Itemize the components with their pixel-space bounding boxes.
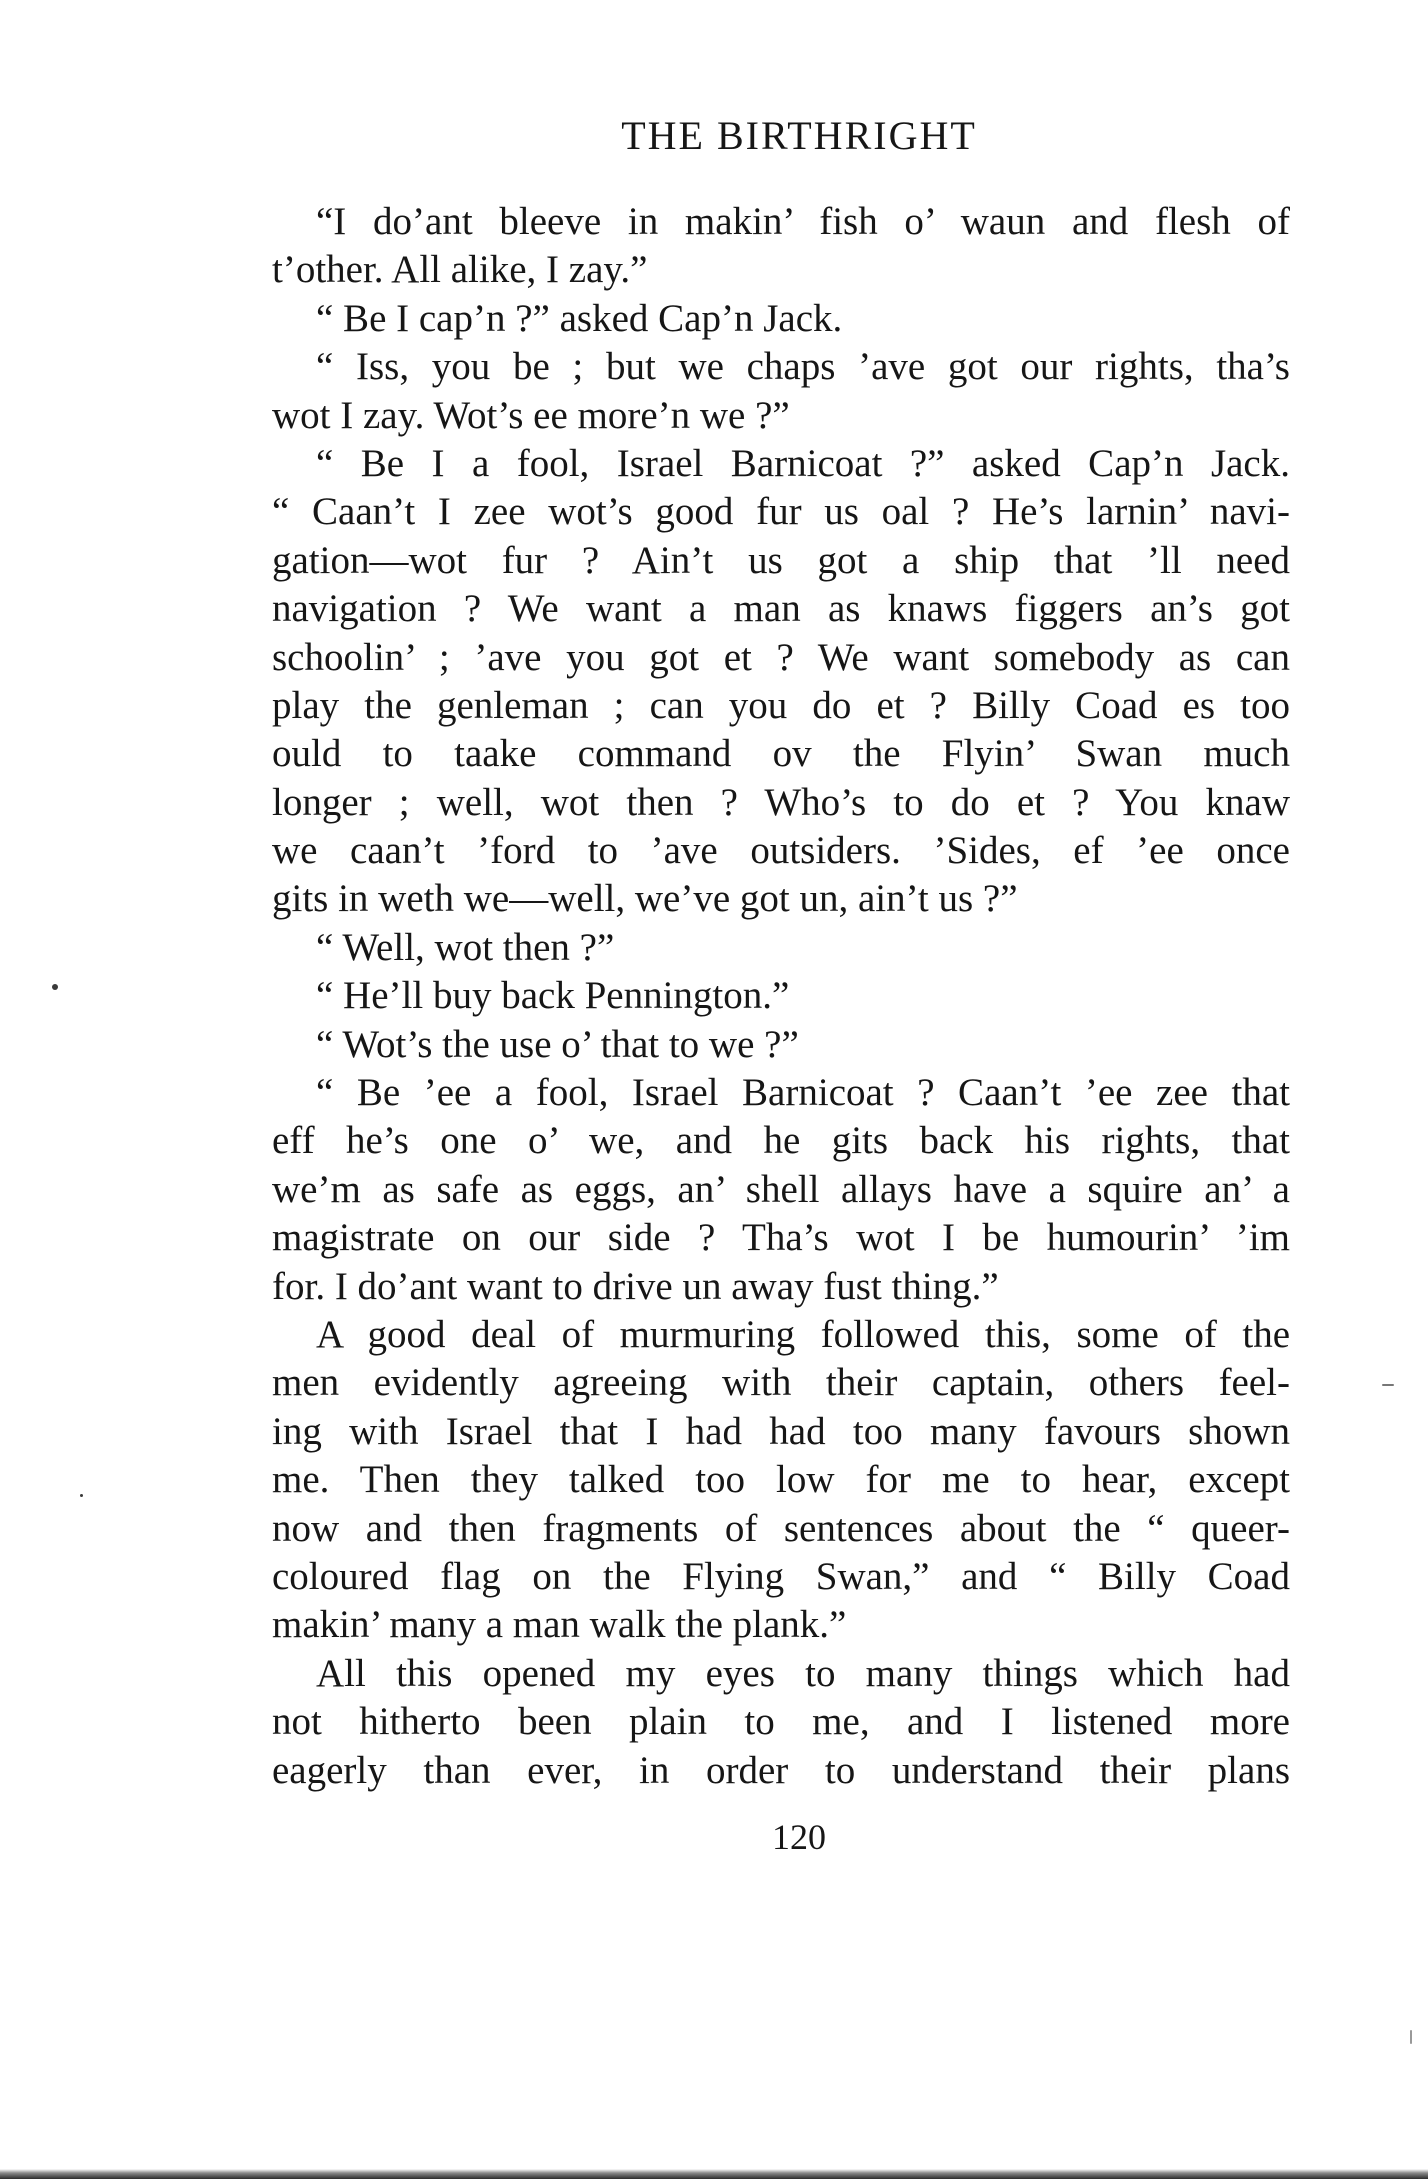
text-line: ing with Israel that I had had too many favours shown <box>272 1409 1290 1453</box>
running-head: THE BIRTHRIGHT <box>621 113 977 158</box>
text-line: play the genleman ; can you do et ? Billy Coad es too <box>272 683 1290 727</box>
text-line: makin’ many a man walk the plank.” <box>272 1603 847 1647</box>
ink-speck <box>52 984 58 990</box>
text-line: longer ; well, wot then ? Who’s to do et ? You knaw <box>272 780 1290 824</box>
ink-speck <box>80 1494 83 1497</box>
text-line: “ Wot’s the use o’ that to we ?” <box>316 1022 799 1066</box>
text-line: “ Well, wot then ?” <box>316 925 615 969</box>
text-line: “I do’ant bleeve in makin’ fish o’ waun and flesh of <box>316 200 1290 243</box>
text-line: All this opened my eyes to many things which had <box>316 1651 1290 1695</box>
text-line: not hitherto been plain to me, and I listened more <box>272 1700 1290 1744</box>
text-line: navigation ? We want a man as knaws figgers an’s got <box>272 587 1290 631</box>
text-line: A good deal of murmuring followed this, some of the <box>316 1312 1290 1356</box>
text-line: “ Be ’ee a fool, Israel Barnicoat ? Caan’t ’ee zee that <box>316 1071 1290 1115</box>
text-line: magistrate on our side ? Tha’s wot I be humourin’ ’im <box>272 1216 1290 1260</box>
text-line: for. I do’ant want to drive un away fust thing.” <box>272 1264 999 1308</box>
text-line: coloured flag on the Flying Swan,” and “ Billy Coad <box>272 1554 1290 1598</box>
text-line: gation—wot fur ? Ain’t us got a ship that ’ll need <box>272 538 1290 582</box>
text-line: “ Iss, you be ; but we chaps ’ave got our rights, tha’s <box>316 345 1290 389</box>
body-text <box>272 198 1290 1795</box>
text-line: we caan’t ’ford to ’ave outsiders. ’Sides, ef ’ee once <box>272 829 1290 873</box>
text-line: t’other. All alike, I zay.” <box>272 248 648 292</box>
text-line: schoolin’ ; ’ave you got et ? We want somebody as can <box>272 635 1290 679</box>
text-line: men evidently agreeing with their captain, others feel- <box>272 1361 1290 1405</box>
text-line: “ He’ll buy back Pennington.” <box>316 974 790 1018</box>
text-line: “ Be I a fool, Israel Barnicoat ?” asked Cap’n Jack. <box>316 441 1290 485</box>
text-line: wot I zay. Wot’s ee more’n we ?” <box>272 393 790 437</box>
text-line: ould to taake command ov the Flyin’ Swan much <box>272 732 1290 776</box>
page-edge <box>0 2169 1428 2179</box>
text-line: eff he’s one o’ we, and he gits back his rights, that <box>272 1119 1290 1163</box>
text-line: me. Then they talked too low for me to hear, except <box>272 1458 1290 1502</box>
text-line: we’m as safe as eggs, an’ shell allays have a squire an’ a <box>272 1167 1290 1211</box>
text-line: “ Caan’t I zee wot’s good fur us oal ? He’s larnin’ navi- <box>272 490 1290 534</box>
text-line: gits in weth we—well, we’ve got un, ain’t us ?” <box>272 877 1018 921</box>
text-line: now and then fragments of sentences about the “ queer- <box>272 1506 1290 1550</box>
text-line: eagerly than ever, in order to understand their plans <box>272 1748 1290 1792</box>
text-line: “ Be I cap’n ?” asked Cap’n Jack. <box>316 296 843 340</box>
ink-speck <box>1410 2030 1412 2044</box>
ink-speck <box>1382 1384 1394 1386</box>
page-number: 120 <box>772 1817 826 1857</box>
